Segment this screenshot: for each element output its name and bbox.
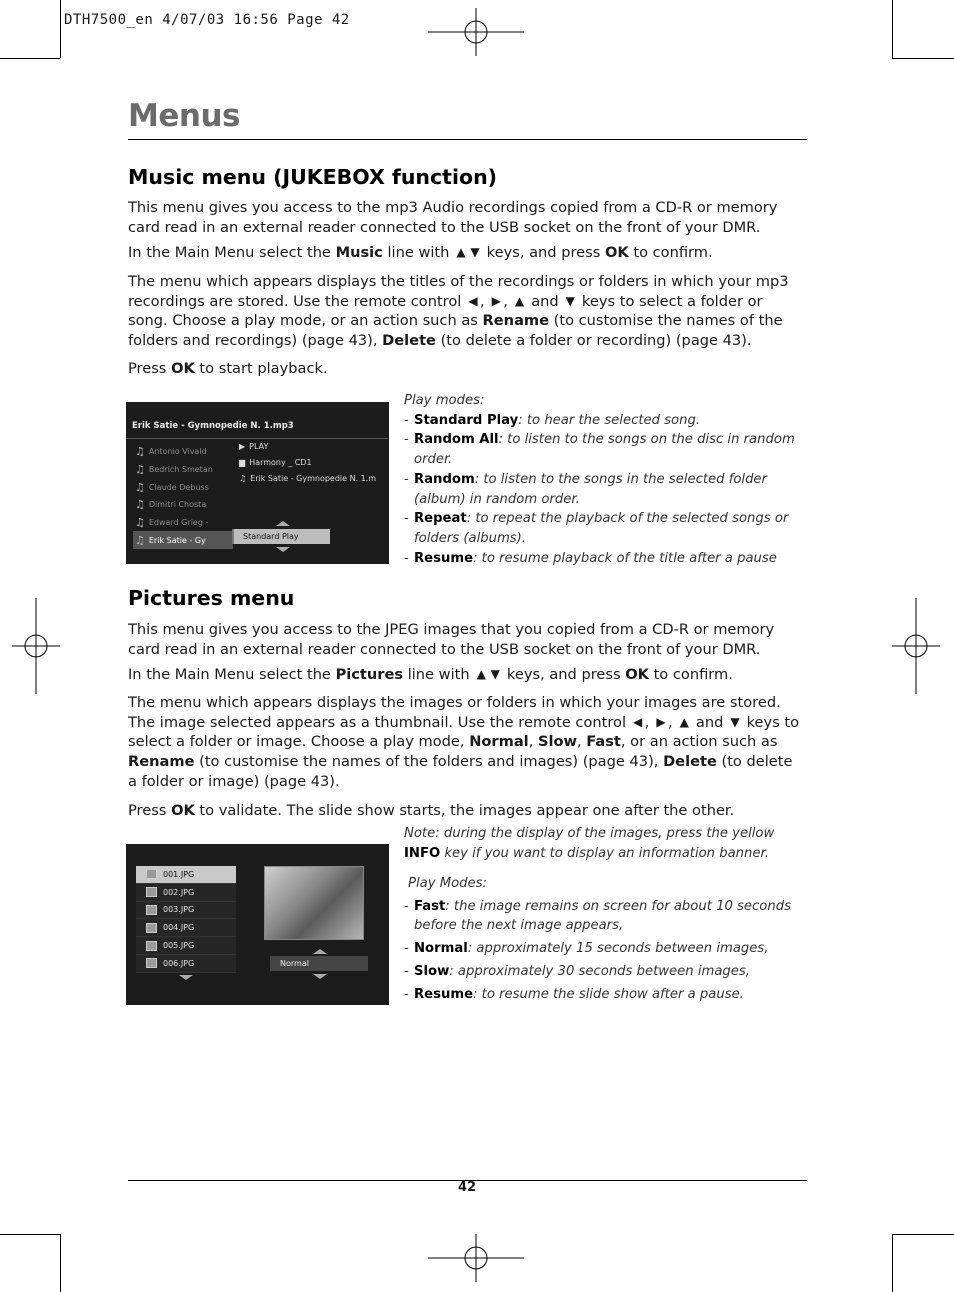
page-title: Menus (128, 98, 240, 134)
pictures-menu-description: The menu which appears displays the images or folders in which your images are stored. The image selected appears as a thumbnail. Use the remote control ◀ , ▶ , ▲ and ▼ keys to select a folder or image. Choose a play mode, Normal, Slow, Fast, or an action such as Rename (to customise the names of the folders and images) (page 43), Delete (to delete a folder or image) (page 43). (128, 694, 800, 790)
left-arrow-icon: ◀ (633, 714, 643, 729)
right-arrow-icon: ▶ (656, 714, 666, 729)
play-icon: ▶ (239, 441, 246, 451)
music-folder-list (133, 443, 233, 549)
music-press-ok: Press OK to start playback. (128, 360, 328, 377)
mode-item: - Repeat: to repeat the playback of the selected songs or folders (albums). (404, 511, 789, 546)
title-rule (128, 139, 807, 140)
up-arrow-icon: ▲ (514, 293, 525, 308)
play-item[interactable]: ▶ PLAY (239, 441, 269, 451)
image-file-icon (146, 869, 157, 879)
music-select-instructions: In the Main Menu select the Music line with ▲ ▼ keys, and press OK to confirm. (128, 244, 713, 261)
registration-mark-bottom (428, 1234, 524, 1282)
image-file-icon (146, 887, 157, 897)
crop-mark (892, 58, 954, 59)
list-item[interactable]: 002.JPG (136, 884, 236, 902)
folder-icon: ▆ (239, 457, 246, 467)
music-note-icon: ♫ (135, 480, 145, 494)
mode-up-arrow-icon[interactable] (276, 521, 290, 526)
mode-down-arrow-icon[interactable] (276, 547, 290, 552)
music-note-icon: ♫ (239, 473, 247, 483)
mode-up-arrow-icon[interactable] (313, 949, 327, 954)
list-item[interactable]: ♫ Bedrich Smetan (135, 463, 213, 477)
music-note-icon: ♫ (135, 498, 145, 512)
mode-item: - Fast: the image remains on screen for about 10 seconds before the next image appears, (404, 898, 791, 934)
play-modes-header: Play modes: (404, 393, 485, 408)
page-number: 42 (458, 1180, 477, 1195)
music-note-icon: ♫ (135, 463, 145, 477)
pictures-press-ok: Press OK to validate. The slide show starts, the images appear one after the other. (128, 802, 735, 819)
mode-item: - Random All: to listen to the songs on the disc in random order. (404, 432, 795, 468)
list-item[interactable]: 003.JPG (136, 902, 236, 920)
crop-mark (60, 1234, 61, 1292)
music-note-icon: ♫ (135, 445, 145, 459)
music-intro: This menu gives you access to the mp3 Audio recordings copied from a CD-R or memory card read in an external reader connected to the USB socket on the front of your DMR. (128, 199, 778, 236)
list-item-selected[interactable]: 001.JPG (136, 866, 236, 884)
pictures-intro: This menu gives you access to the JPEG images that you copied from a CD-R or memory card read in an external reader connected to the USB socket on the front of your DMR. (128, 621, 775, 658)
list-item[interactable]: 005.JPG (136, 937, 236, 955)
list-item[interactable]: 004.JPG (136, 919, 236, 937)
list-item[interactable]: ♫ Edward Grieg - (135, 516, 209, 530)
pictures-note: Note: during the display of the images, press the yellow INFO key if you want to display an information banner. (404, 826, 775, 861)
down-arrow-icon: ▼ (565, 293, 575, 308)
music-note-icon: ♫ (135, 516, 145, 530)
crop-mark (0, 1234, 60, 1235)
play-mode-selector[interactable]: Standard Play (232, 529, 330, 544)
down-arrow-icon: ▼ (470, 245, 480, 259)
music-menu-screenshot (126, 402, 389, 564)
registration-mark-left (12, 598, 60, 694)
music-play-modes (404, 391, 804, 568)
list-item[interactable]: 006.JPG (136, 955, 236, 973)
up-arrow-icon: ▲ (456, 245, 466, 259)
lion-thumbnail (264, 866, 364, 940)
music-contents-panel (239, 438, 376, 486)
file-item[interactable]: ♫ Erik Satie - Gymnopedie N. 1.m (239, 473, 377, 483)
pictures-play-modes (404, 874, 804, 1004)
mode-item: - Random: to listen to the songs in the selected folder (album) in random order. (404, 471, 767, 507)
screen-now-playing-title: Erik Satie - Gymnopedie N. 1.mp3 (132, 421, 294, 431)
crop-mark (0, 58, 60, 59)
music-note-icon: ♫ (135, 533, 145, 547)
left-arrow-icon: ◀ (468, 293, 478, 308)
pictures-select-instructions: In the Main Menu select the Pictures line with ▲ ▼ keys, and press OK to confirm. (128, 666, 733, 683)
image-file-icon (146, 905, 157, 915)
up-arrow-icon: ▲ (679, 714, 689, 729)
mode-item: - Resume: to resume the slide show after a pause. (404, 986, 744, 1002)
crop-mark (892, 0, 893, 58)
right-arrow-icon: ▶ (491, 293, 501, 308)
image-file-icon (146, 923, 157, 933)
list-item[interactable]: ♫ Claude Debuss (135, 480, 209, 494)
play-modes-header: Play Modes: (408, 876, 487, 891)
image-file-icon (146, 941, 157, 951)
list-down-arrow-icon[interactable] (179, 975, 193, 980)
list-item[interactable]: ♫ Dimitri Chosta (135, 498, 207, 512)
registration-mark-right (892, 598, 940, 694)
down-arrow-icon: ▼ (730, 714, 740, 729)
music-menu-description: The menu which appears displays the titles of the recordings or folders in which your mp3 recordings are stored. Use the remote control ◀ , ▶ , ▲ and ▼ keys to select a folder or song. Choose a play mode, or an action such as Rename (to customise the names of the folders and recordings) (page 43), Delete (to delete a folder or recording) (page 43). (128, 273, 789, 350)
folder-item[interactable]: ▆ Harmony _ CD1 (239, 457, 312, 467)
pictures-heading: Pictures menu (128, 586, 295, 610)
mode-item: - Resume: to resume playback of the title after a pause (404, 550, 777, 566)
mode-down-arrow-icon[interactable] (313, 974, 327, 979)
mode-item: - Normal: approximately 15 seconds between images, (404, 941, 769, 957)
registration-mark-top (428, 8, 524, 56)
list-item[interactable]: ♫ Antonio Vivald (135, 445, 207, 459)
list-item-selected[interactable]: ♫ Erik Satie - Gy (133, 531, 233, 549)
music-heading: Music menu (JUKEBOX function) (128, 165, 498, 189)
image-file-icon (146, 958, 157, 968)
crop-mark (892, 1234, 954, 1235)
picture-file-list (136, 866, 236, 973)
mode-item: - Slow: approximately 30 seconds between images, (404, 963, 750, 979)
pictures-menu-screenshot (126, 844, 389, 1005)
print-slug: DTH7500_en 4/07/03 16:56 Page 42 (64, 12, 350, 28)
down-arrow-icon: ▼ (490, 667, 500, 681)
crop-mark (60, 0, 61, 58)
up-arrow-icon: ▲ (476, 667, 486, 681)
mode-item: - Standard Play: to hear the selected song. (404, 412, 701, 428)
play-mode-selector[interactable]: Normal (270, 956, 368, 971)
crop-mark (892, 1234, 893, 1292)
